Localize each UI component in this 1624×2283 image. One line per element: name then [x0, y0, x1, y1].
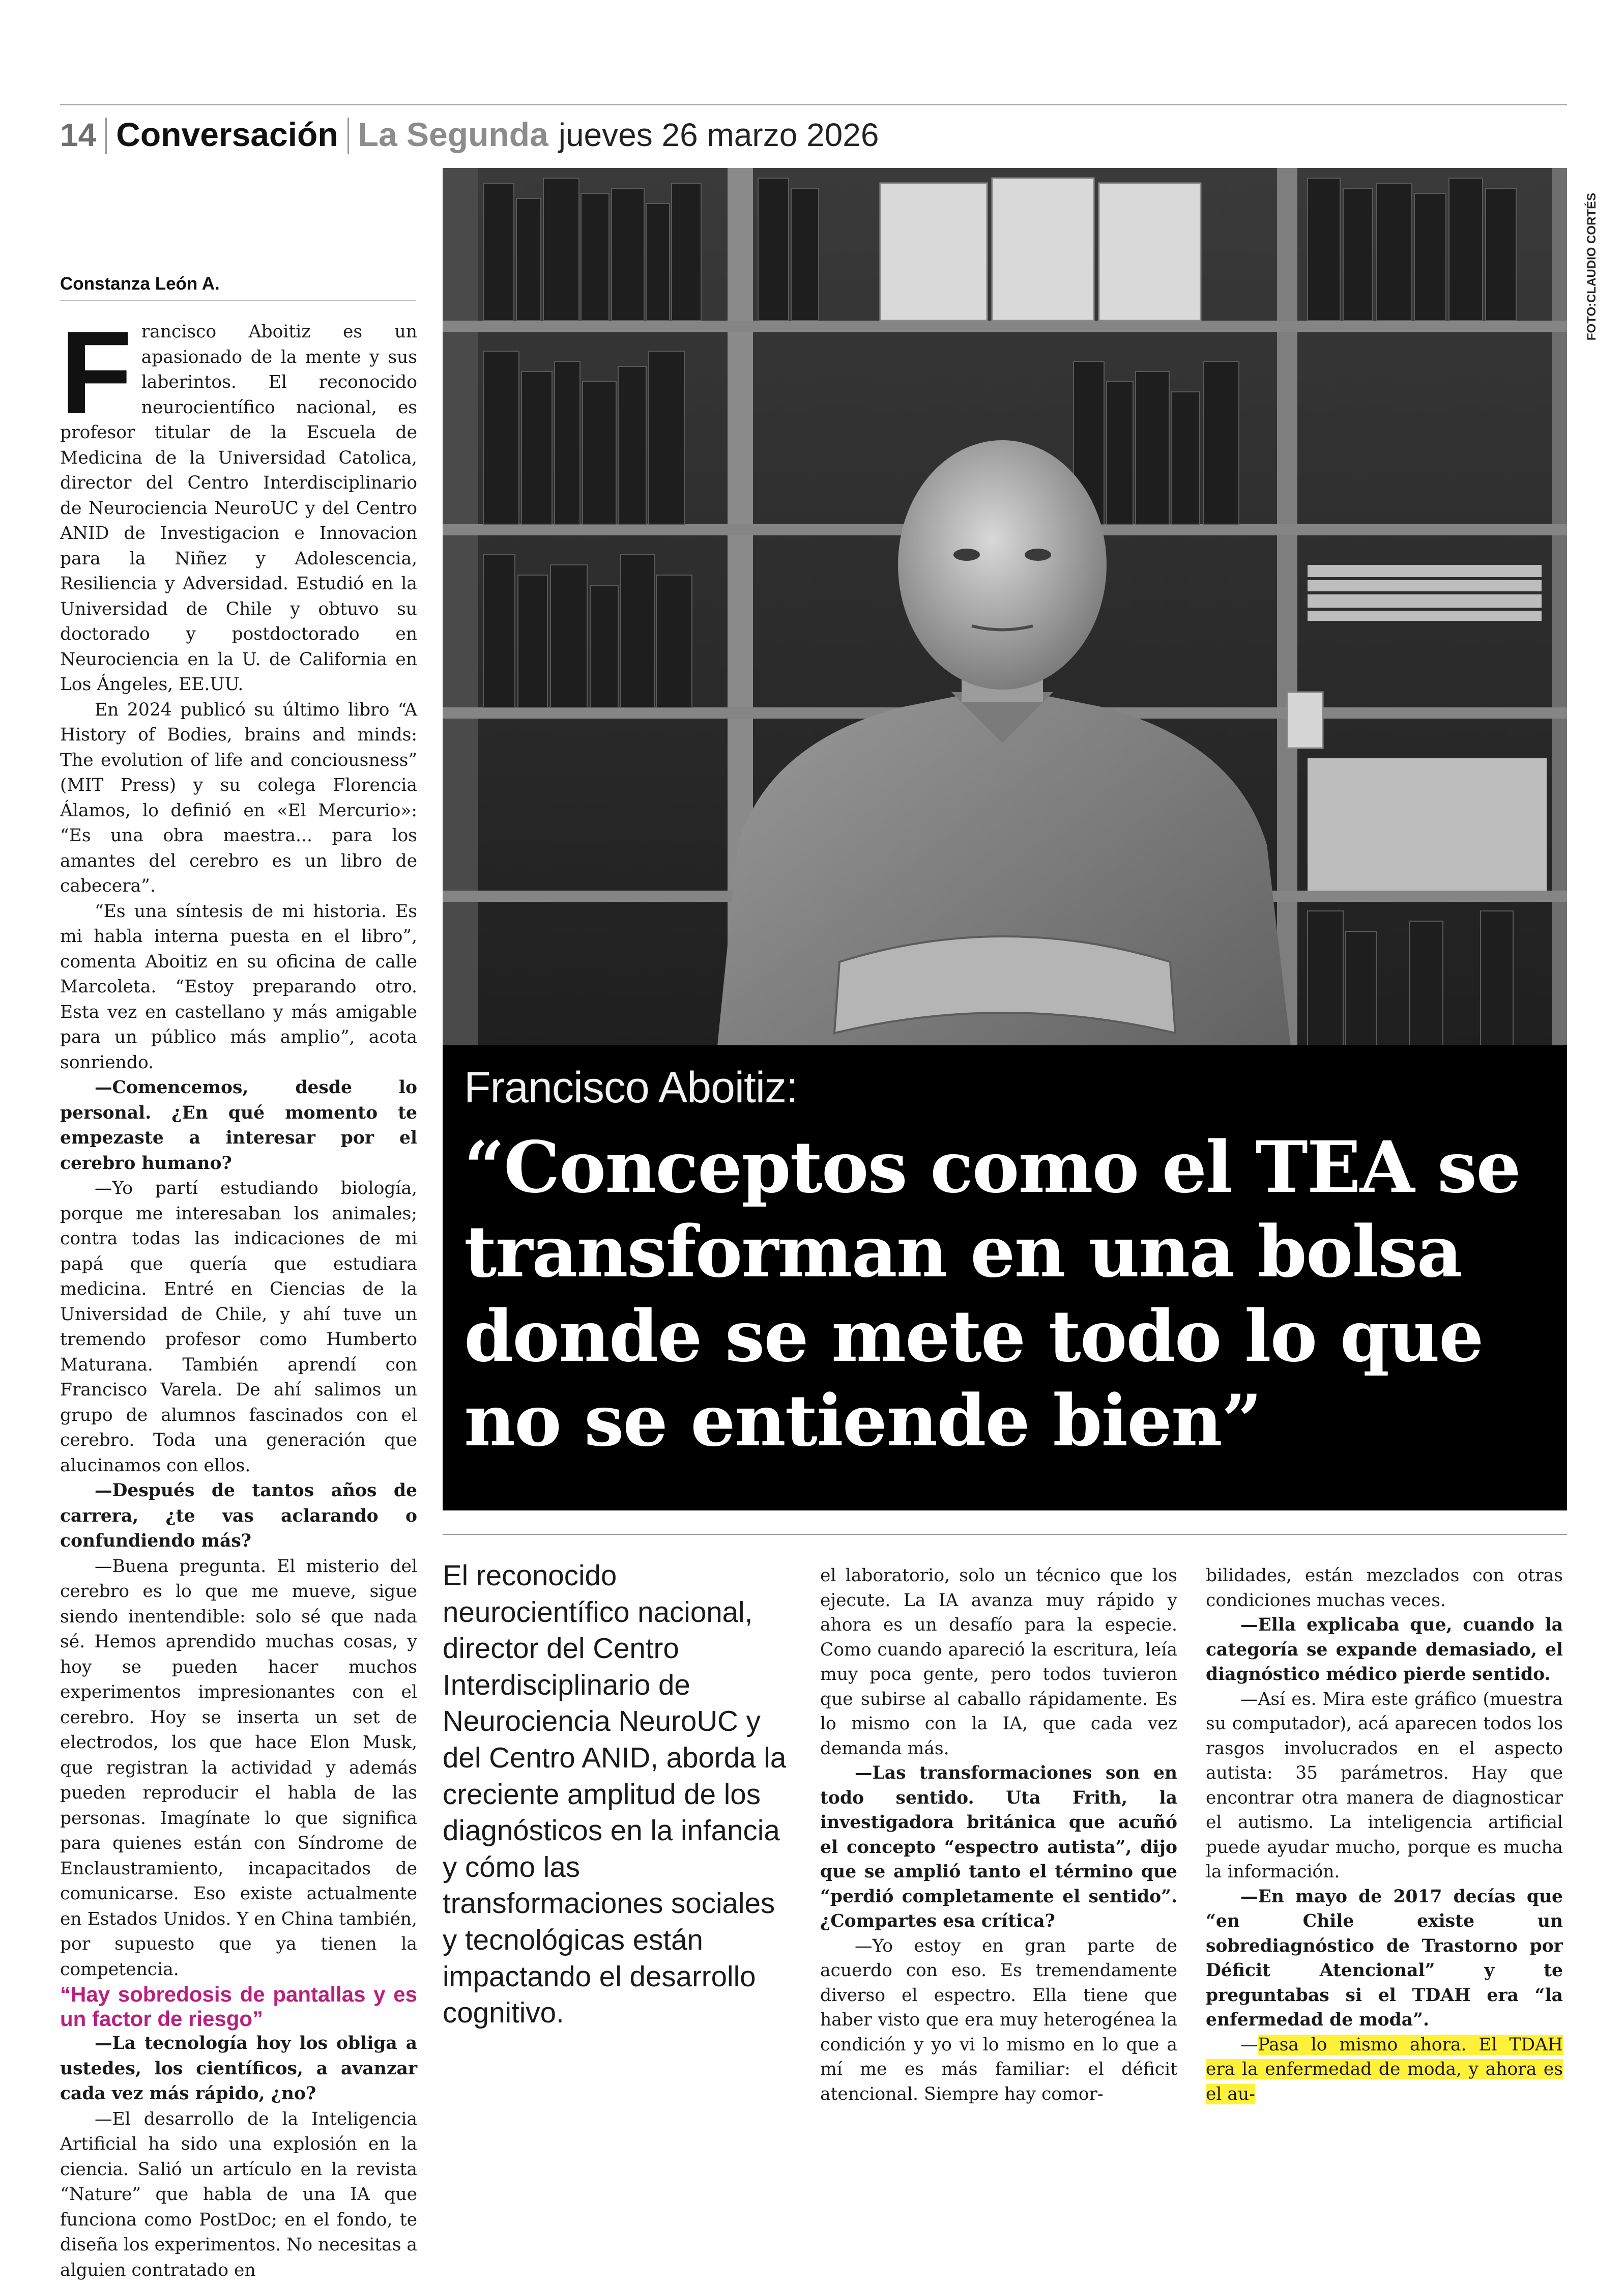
interview-answer: —Yo estoy en gran parte de acuerdo con eso. Es tremendamente diverso el espectro. Ella tiene que haber visto que era muy heterogénea la condición y yo vi lo mismo en lo que a mí me es más familiar: el déficit atencional. Siempre hay comor- — [820, 1934, 1177, 2107]
section-name: Conversación — [116, 115, 338, 154]
interview-question: —En mayo de 2017 decías que “en Chile existe un sobrediagnóstico de Trastorno por Déficit Atencional” y te preguntabas si el TDAH era “la enfermedad de moda”. — [1206, 1885, 1563, 2033]
interview-answer: —Así es. Mira este gráfico (muestra su computador), acá aparecen todos los rasgos involucrados en el aspecto autista: 35 parámetros. Hay que encontrar otra manera de diagnosticar el autismo. La inteligencia artificial puede ayudar mucho, porque es mucha la información. — [1206, 1687, 1563, 1885]
body-paragraph: “Es una síntesis de mi historia. Es mi habla interna puesta en el libro”, comenta Aboitiz en su oficina de calle Marcoleta. “Estoy preparando otro. Esta vez en castellano y más amigable para un público más amplio”, acota sonriendo. — [60, 899, 417, 1076]
answer-dash: — — [1240, 2035, 1258, 2055]
bookshelf-portrait-illustration — [443, 168, 1567, 1146]
masthead-divider — [347, 118, 349, 154]
article-column-1 — [60, 320, 417, 2283]
interview-answer: —Buena pregunta. El misterio del cerebro es lo que me mueve, sigue siendo inentendible: solo sé que nada sé. Hemos aprendido muchas cosas, y hoy se pueden hacer muchos experimentos impresionantes con el cerebro. Hoy se inserta un set de electrodos, los que hace Elon Musk, que registran la actividad y además pueden reproducir el habla de las personas. Imagínate lo que significa para quienes están con Síndrome de Enclaustramiento, incapacitados de comunicarse. Eso existe actualmente en Estados Unidos. Y en China también, por supuesto que ya tienen la competencia. — [60, 1554, 417, 1983]
headline: “Conceptos como el TEA se transforman en una bolsa donde se mete todo lo que no se entiende bien” — [464, 1125, 1553, 1463]
intro-paragraph — [60, 320, 417, 698]
photo-credit-text: FOTO:CLAUDIO CORTÉS — [1585, 193, 1599, 340]
article-column-4 — [1206, 1563, 1563, 2106]
subheading: “Hay sobredosis de pantallas y es un factor de riesgo” — [60, 1982, 417, 2031]
interview-question: —Ella explicaba que, cuando la categoría se expande demasiado, el diagnóstico médico pierde sentido. — [1206, 1613, 1563, 1687]
portrait-photo — [443, 168, 1567, 1146]
interview-question: —La tecnología hoy los obliga a ustedes, los científicos, a avanzar cada vez más rápido, ¿no? — [60, 2031, 417, 2107]
highlighted-text: Pasa lo mismo ahora. El TDAH era la enfermedad de moda, y ahora es el au- — [1206, 2035, 1563, 2104]
byline-rule — [60, 300, 416, 301]
headline-kicker: Francisco Aboitiz: — [464, 1063, 798, 1113]
body-paragraph: En 2024 publicó su último libro “A History of Bodies, brains and minds: The evolution of life and conciousness” (MIT Press) y su colega Florencia Álamos, lo definió en «El Mercurio»: “Es una obra maestra... para los amantes del cerebro es un libro de cabecera”. — [60, 698, 417, 899]
article-column-3 — [820, 1563, 1177, 2106]
photo-credit — [1583, 180, 1601, 353]
top-rule — [60, 104, 1567, 105]
interview-answer — [1206, 2033, 1563, 2107]
masthead — [60, 115, 879, 157]
section-rule — [443, 1534, 1567, 1535]
page-number: 14 — [60, 116, 96, 154]
drop-cap: F — [60, 328, 132, 418]
newspaper-name: La Segunda — [358, 115, 548, 154]
interview-question: —Las transformaciones son en todo sentido. Uta Frith, la investigadora británica que acuñó el concepto “espectro autista”, dijo que se amplió tanto el término que “perdió completamente el sentido”. ¿Compartes esa crítica? — [820, 1761, 1177, 1934]
issue-date: jueves 26 marzo 2026 — [559, 116, 879, 154]
byline: Constanza León A. — [60, 274, 220, 294]
body-paragraph: el laboratorio, solo un técnico que los ejecute. La IA avanza muy rápido y ahora es un desafío para la especie. Como cuando apareció la escritura, leía muy poca gente, pero todos tuvieron que subirse al caballo rápidamente. Es lo mismo con la IA, que cada vez demanda más. — [820, 1563, 1177, 1761]
intro-text: rancisco Aboitiz es un apasionado de la mente y sus laberintos. El reconocido neurocientífico nacional, es profesor titular de la Escuela de Medicina de la Universidad Catolica, director del Centro Interdisciplinario de Neurociencia NeuroUC y del Centro ANID de Investigacion e Innovacion para la Niñez y Adolescencia, Resiliencia y Adversidad. Estudió en la Universidad de Chile y obtuvo su doctorado y postdoctorado en Neurociencia en la U. de California en Los Ángeles, EE.UU. — [60, 322, 417, 695]
interview-question: —Después de tantos años de carrera, ¿te vas aclarando o confundiendo más? — [60, 1478, 417, 1554]
interview-answer: —Yo partí estudiando biología, porque me interesaban los animales; contra todas las indicaciones de mi papá que quería que estudiara medicina. Entré en Ciencias de la Universidad de Chile, y ahí tuve un tremendo profesor como Humberto Maturana. También aprendí con Francisco Varela. De ahí salimos un grupo de alumnos fascinados con el cerebro. Toda una generación que alucinamos con ellos. — [60, 1176, 417, 1478]
masthead-divider — [105, 118, 107, 154]
interview-question: —Comencemos, desde lo personal. ¿En qué momento te empezaste a interesar por el cerebro humano? — [60, 1075, 417, 1176]
lead-paragraph: El reconocido neurocientífico nacional, director del Centro Interdisciplinario de Neurociencia NeuroUC y del Centro ANID, aborda la creciente amplitud de los diagnósticos en la infancia y cómo las transformaciones sociales y tecnológicas están impactando el desarrollo cognitivo. — [443, 1557, 789, 2031]
interview-answer: —El desarrollo de la Inteligencia Artificial ha sido una explosión en la ciencia. Salió un artículo en la revista “Nature” que habla de una IA que funciona como PostDoc; en el fondo, te diseña los experimentos. No necesitas a alguien contratado en — [60, 2107, 417, 2283]
body-paragraph: bilidades, están mezclados con otras condiciones muchas veces. — [1206, 1563, 1563, 1613]
